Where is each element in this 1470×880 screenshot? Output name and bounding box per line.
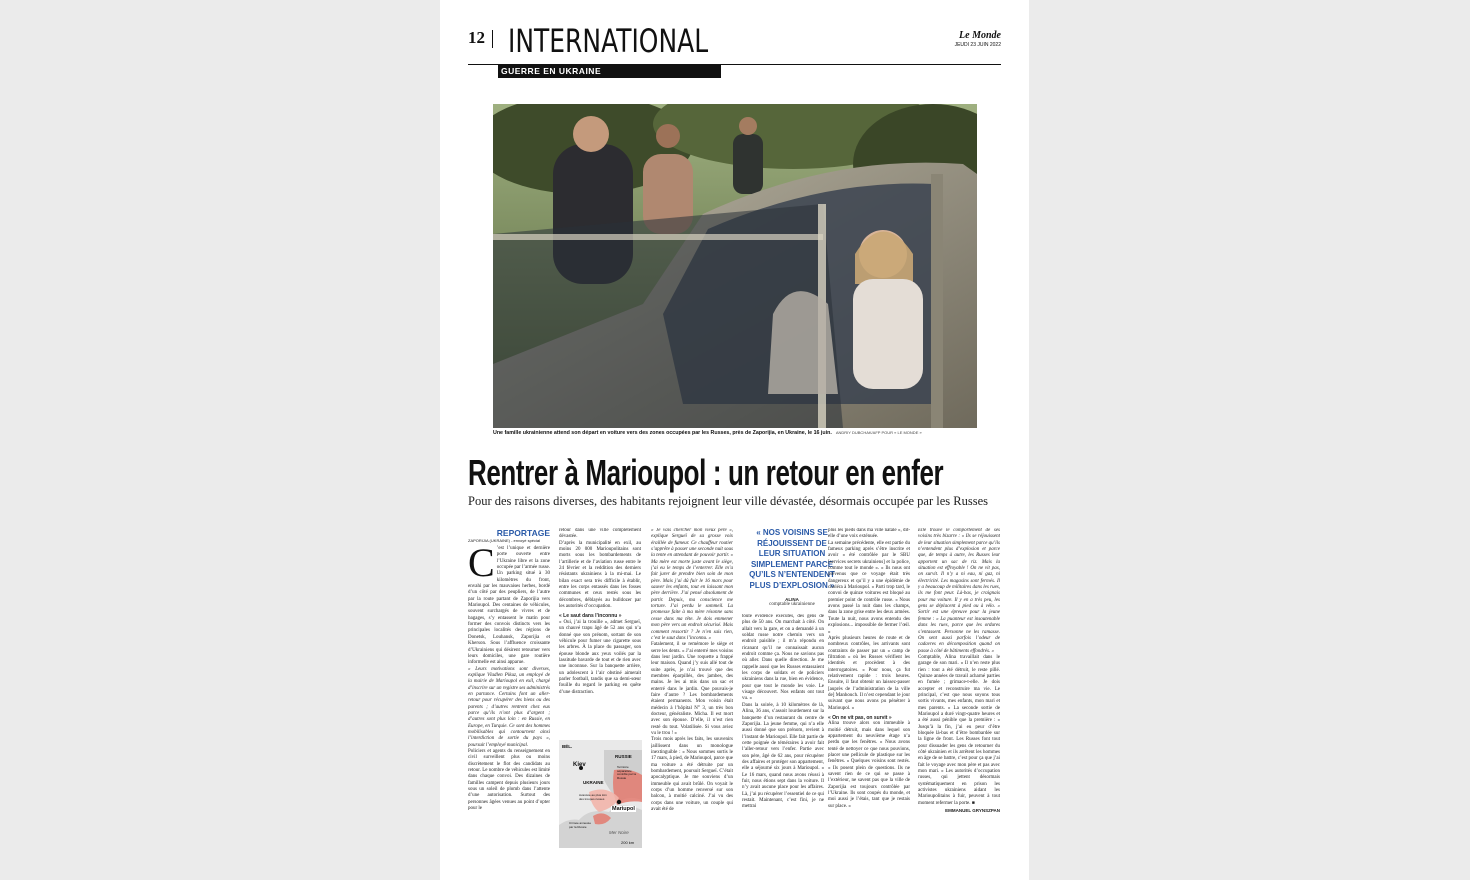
intertitle: « Le saut dans l’inconnu » [559,613,622,620]
pull-quote-text: « NOS VOISINS SE RÉJOUISSENT DE LEUR SITUATION SIMPLEMENT PARCE QU’ILS N’ENTENDENT PLUS D’EXPLOSION » [749,528,835,590]
reportage-label: REPORTAGE [496,528,550,538]
subheadline: Pour des raisons diverses, des habitants rejoignent leur ville dévastée, désormais occupée par les Russes [468,494,989,508]
intertitle: « On ne vit pas, on survit » [828,714,892,721]
article-column-6 [918,528,1000,858]
paragraph: plus les pieds dans ma ville natale », dit-elle d’une voix exténuée. [828,528,910,540]
article-column-5 [828,528,910,858]
paragraph: Fatalement, il se remémore le siège et serre les dents. « J’ai enterré mes voisins dans leur jardin. Une roquette a frappé leur maison. Quand j’y suis allé tout de suite après, je n’ai trouvé que des membres éparpillés, des jambes, des mains. Je les ai mis dans un sac et enterré dans le jardin. Que pouvais-je faire d’autre ? Les bombardements étaient permanents. Mon voisin était médecin à l’hôpital N° 3, un très bon docteur, généraliste. Micha. Il est mort avec son épouse. D’elle, il n’est rien resté du tout. Volatilisée. Si vous aviez vu le trou ! » [651,642,733,736]
paragraph: Policiers et agents du renseignement en civil surveillent plus ou moins discrètement le flot des candidats au retour. Le nombre de véhicules est limité dans chaque convoi. Des dizaines de familles campent depuis plusieurs jours sous un soleil de plomb dans l’attente d’une autorisation. Surtout des personnes âgées venues au point d’opter pour le [468,749,550,812]
map-label: Crimée annexée par la Russie [569,821,592,829]
article-column-3 [651,528,733,858]
article-column-1 [468,528,550,858]
pull-quote [749,528,835,607]
paragraph: « Oui, j’ai la trouille », admet Sergueï, un chauvé trapu âgé de 52 ans qui n’a donné que son prénom, sortant de son véhicule pour fumer une cigarette sous les arbres. À la place du passager, son épouse blonde aux yeux voilés par la lassitude bavarde de tout et de rien avec une inconnue. Sur la banquette arrière, un adolescent à l’air obstiné aimerait parler football, tandis que sa demi-sœur fouille du regard le parking en quête d’une distraction. [559,619,641,695]
map-label: Avancée au plus loin des troupes russes [579,793,607,801]
dateline: ZAPORIJIA (UKRAINE) - envoyé spécial [468,538,541,543]
paragraph: Comptable, Alina travaillait dans le garage de son mari. « Il n’en reste plus rien : tout a été détruit, le reste pillé. Quinze années de travail acharné parties en fumée ; grimace-t-elle. Je dois accepter et reconstruire ma vie. Le principal, c’est que nous soyons tous sortis vivants, mes enfants, mon mari et mes parents. » La seconde sortie de Marioupol a duré vingt-quatre heures et a été aussi pénible que la première : « Jusqu’à la fin, j’ai eu peur d’être bloquée là-bas et d’être bombardée sur la ligne de front. Les Russes font tout pour dissuader les gens de retourner du côté ukrainien et ils arrêtent les hommes en âge de se battre, c’est pour ça que j’ai fait le voyage avec mon père et pas avec mon mari. » Les autorités d’occupation russes, qui jettent désormais systématiquement en prison les activistes ukrainiens aidant les Marioupolitains à fuir, peuvent à tout moment refermer la porte. ■ [918,654,1000,806]
map-inset [559,740,642,848]
paragraph: Alina trouve alors son immeuble à moitié détruit, mais dans lequel son appartement du neuvième étage n’a perdu que les fenêtres. « Nous avons tenté de nettoyer ce que nous pouvions, placer une pellicule de plastique sur les fenêtres. » Quelques voisins sont restés. « Ils posent plein de questions. Ils ne savent rien de ce qui se passe à l’extérieur, ne savent pas que la ville de Zaporijia est toujours contrôlée par l’Ukraine. Ils sont coupés du monde, et moi aussi je l’étais, tant que je restais sur place. » [828,721,910,809]
issue-date: JEUDI 23 JUIN 2022 [954,42,1001,48]
map-label: Mer Noire [609,830,629,835]
paragraph: toute évidence exécutés, des gens de plus de 50 ans. On marchait à côté. On allait vers la gare, et on a demandé à un soldat russe notre chemin vers un endroit paisible ; il m’a répondu en ricanant qu’il ne connaissait aucun endroit comme ça. Nous ne savions pas où aller. Dans quelle direction. Je me rappelle aussi que les Russes entassaient les corps de soldats et de policiers ukrainiens dans la rue, bien en évidence, pour que tout le monde les voie. Le visage découvert. Nos enfants ont tout vu. » [742,614,824,702]
pull-quote-author: ALINA [785,597,799,602]
map-scale: 200 km [621,840,635,845]
map-label: Territoire séparatiste contrôlé par la Russie [617,765,637,780]
photo-caption [493,430,977,436]
caption-text: Une famille ukrainienne attend son départ en voiture vers des zones occupées par les Russes, près de Zaporijia, en Ukraine, le 16 juin. [493,430,832,436]
map-label: UKRAINE [583,780,604,785]
page-number: 12 [468,28,485,47]
paragraph: La semaine précédente, elle est partie du fameux parking après s’être inscrite et avoir « été contrôlée par le SBU [services secrets ukrainiens] et la police, comme tout le monde ». « Ils nous ont prévenus que ce voyage était très dangereux et qu’il y a une épidémie de choléra à Marioupol. » Parti trop tard, le convoi de quinze voitures est bloqué au premier point de contrôle russe. « Nous avons passé la nuit dans les champs, dans la zone grise entre les deux armées. Toute la nuit, nous avons entendu des explosions... impossible de fermer l’œil. » [828,540,910,635]
paragraph: retour dans une ville complètement dévastée. [559,528,641,540]
paragraph: « Je vais chercher mon vieux père », explique Sergueï de sa grosse voix éraillée de fumeur. Ce chauffeur routier s’apprête à passer une seconde nuit sous la tente en attendant de pouvoir partir. « Ma mère est morte juste avant le siège, j’ai eu le temps de l’enterrer. Elle m’a fait jurer de prendre bien soin de mon père. Mais j’ai dû fuir le 16 mars pour sauver les enfants, tout en laissant mon père derrière. J’ai pensé absolument de partir. Depuis, ma conscience me torture. J’ai perdu le sommeil. La promesse faite à ma mère résonne sans cesse dans ma tête. Je dois emmener mon père vers un endroit sécurisé. Mais comment ressortir ? Je n’en sais rien, c’est le saut dans l’inconnu. » [651,528,733,641]
paragraph: « Leurs motivations sont diverses, explique Vladlen Pikuz, un employé de la mairie de Marioupol en exil, chargé d’inscrire sur un registre ses administrés en partance. Certains font un aller-retour pour récupérer des biens ou des parents ; d’autres rentrent chez eux parce qu’ils n’ont plus d’argent ; d’autres sont plus loin : en Russie, en Europe, en Turquie. Ce sont des hommes mobilisables qui contournent ainsi l’interdiction de sortie du pays », poursuit l’employé municipal. [468,666,550,748]
divider [492,30,493,48]
lead-photo [493,104,977,428]
map-label: RUSSIE [615,754,632,759]
section-title: INTERNATIONAL [508,22,709,60]
paragraph: Elle trouve le comportement de ses voisins très bizarre : « Ils se réjouissent de leur situation simplement parce qu’ils n’entendent plus d’explosion et parce que, de temps à autre, les Russes leur apportent un sac de riz. Mais la situation est effroyable ! On ne vit pas, on survit. Il n’y a ni eau, ni gaz, ni électricité. Les magasins sont fermés. Il y a beaucoup de militaires dans les rues, ils me font peur. Là-bas, je craignais pour ma voiture. Il y en a très peu, les gens se déplacent à pied ou à vélo. » Sortir est une épreuve pour la jeune femme : « La puanteur est insoutenable dans les rues, parce que les ordures s’entassent. Personne ne les ramasse. On sent aussi parfois l’odeur de cadavres en décomposition quand on passe à côté de bâtiments effondrés. » [918,528,1000,654]
author-signature: EMMANUEL GRYNSZPAN [945,808,1000,814]
headline: Rentrer à Marioupol : un retour en enfer [468,452,944,493]
masthead-logo: Le Monde [959,30,1001,41]
paragraph: D’après la municipalité en exil, au moins 20 000 Marioupolitains sont morts sous les bombardements de l’artillerie et de l’aviation russe entre le 24 février et la reddition des derniers résistants ukrainiens à la mi-mai. Le bilan exact sera très difficile à établir, entre les corps entassés dans les fosses communes et ceux restés sous les décombres, déblayés au bulldozer par les autorités d’occupation. [559,540,641,610]
paragraph: Trois mois après les faits, les souvenirs jaillissent dans un monologue inextinguible : « Nous sommes sortis le 17 mars, à pied, de Marioupol, parce que ma voiture a été détruite par un bombardement, poursuit Sergueï. C’était apocalyptique. Je me souviens d’un immeuble qui avait brûlé. On voyait le corps d’un homme renversé sur son balcon, à moitié calciné. J’ai vu des corps dans une voiture, un couple qui avait été de [651,737,733,813]
drop-cap: C [468,540,495,585]
pull-quote-role: comptable ukrainienne [769,602,815,607]
masthead [955,30,1001,48]
map-label: Mariupol [612,806,635,812]
photo-credit: ANDRIY DUBCHAK/AFP POUR « LE MONDE » [835,430,922,435]
paragraph: Dans la soirée, à 10 kilomètres de là, Alina, 36 ans, s’assoit lourdement sur la banquette d’un restaurant du centre de Zaporijia. La jeune femme, qui n’a elle aussi donné que son prénom, revient à l’instant de Marioupol. Elle fait partie de cette poignée de téméraires à avoir fait l’aller-retour vers l’enfer. Partie avec son père, âgé de 62 ans, pour récupérer des affaires et protéger son appartement, elle a séjourné six jours à Marioupol. « Le 16 mars, quand nous avons réussi à fuir, nous étions sept dans la voiture. Il n’y avait aucune place pour les affaires. Là, j’ai pu récupérer l’essentiel de ce qui restait. Maintenant, c’est fini, je ne mettrai [742,702,824,810]
article-column-2 [559,528,641,736]
paragraph: ’est l’unique et dernière porte ouverte entre l’Ukraine libre et la zone occupée par l’armée russe. Un parking situé à 30 kilomètres du front, envahi par les mauvaises herbes, bordé d’un côté par des peupliers, de l’autre par la route partant de Zaporijia vers Marioupol. Des centaines de véhicules, souvent surchargés de vivres et de bagages, s’y entassent le matin pour former des convois distincts vers les principales localités des régions de Donetsk, Louhansk, Zaporijia et Kherson. Sous l’affluence croissante d’Ukrainiens qui désirent retourner vers leurs domiciles, une gare routière informelle est ainsi apparue. [468,546,550,666]
paragraph: Après plusieurs heures de route et de nombreux contrôles, les arrivants sont contraints de passer par un « camp de filtration » où les Russes vérifient les identités et procèdent à des interrogatoires. « Pour nous, ça fut relativement rapide : trois heures. Ensuite, il faut obtenir un laissez-passer [auprès de l’administration de la ville de] Manhouch. Il n’est cependant le jour suivant que nous avons pu pénétrer à Marioupol. » [828,635,910,711]
map-label: BÉL. [562,744,573,749]
article-column-4 [742,614,824,858]
kicker-label: GUERRE EN UKRAINE [498,65,721,78]
map-label: Kiev [573,762,586,768]
newspaper-page [440,0,1029,880]
